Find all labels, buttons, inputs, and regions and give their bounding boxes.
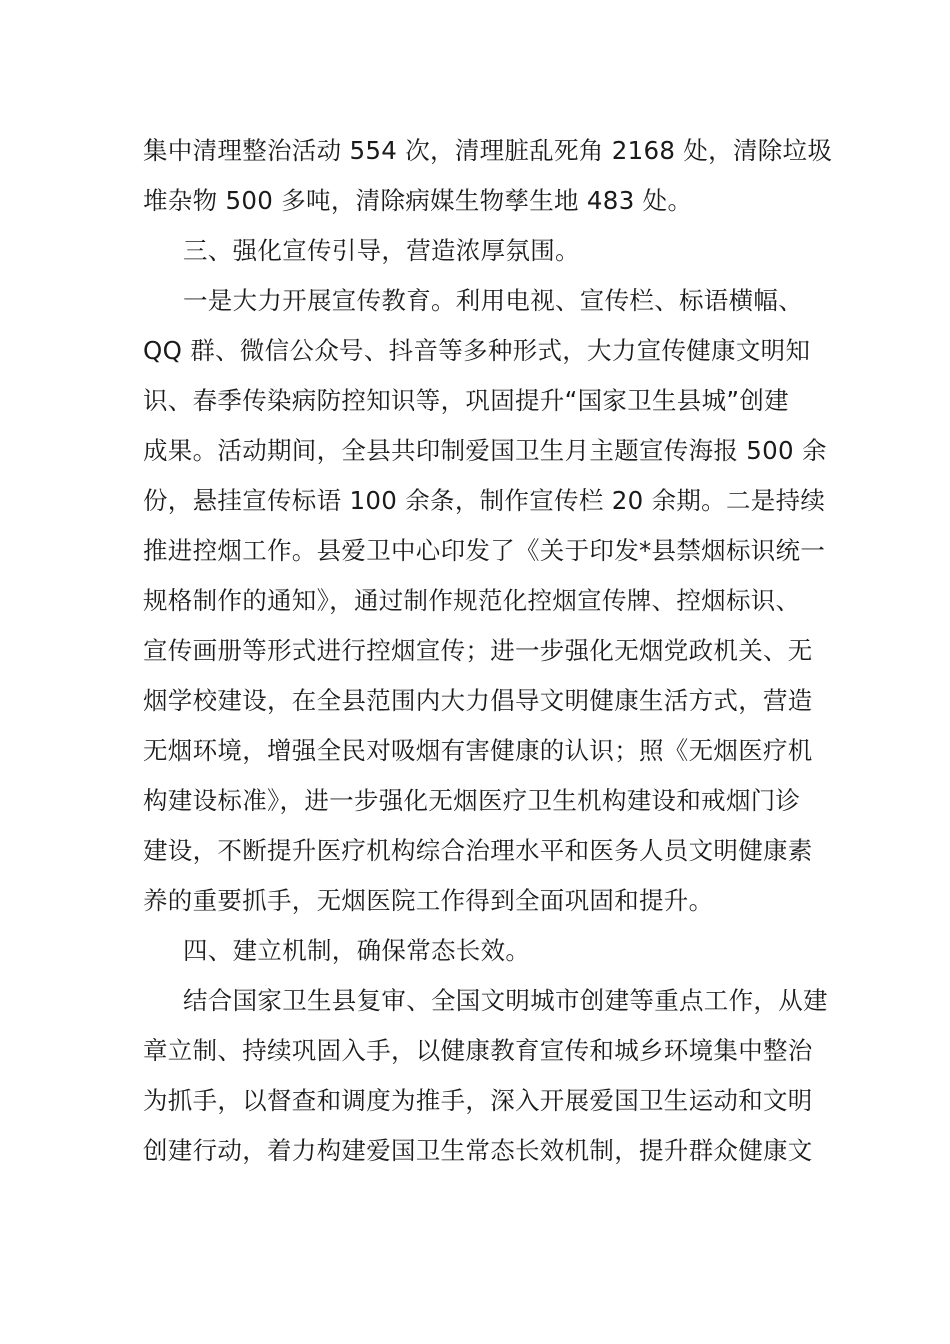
- paragraph-line: 一是大力开展宣传教育。利用电视、宣传栏、标语横幅、: [183, 286, 803, 315]
- paragraph-line: 集中清理整治活动 554 次，清理脏乱死角 2168 处，清除垃圾: [143, 136, 833, 165]
- paragraph-line: 识、春季传染病防控知识等，巩固提升“国家卫生县城”创建: [143, 386, 789, 415]
- paragraph-line: 份，悬挂宣传标语 100 余条，制作宣传栏 20 余期。二是持续: [143, 486, 826, 515]
- paragraph-line: 构建设标准》，进一步强化无烟医疗卫生机构建设和戒烟门诊: [143, 786, 801, 815]
- paragraph-line: 无烟环境，增强全民对吸烟有害健康的认识；照《无烟医疗机: [143, 736, 813, 765]
- paragraph-line: 养的重要抓手，无烟医院工作得到全面巩固和提升。: [143, 886, 714, 915]
- paragraph-line: QQ 群、微信公众号、抖音等多种形式，大力宣传健康文明知: [143, 336, 811, 365]
- paragraph-line: 规格制作的通知》，通过制作规范化控烟宣传牌、控烟标识、: [143, 586, 801, 615]
- paragraph-line: 为抓手，以督查和调度为推手，深入开展爱国卫生运动和文明: [143, 1086, 813, 1115]
- section-heading: 四、建立机制，确保常态长效。: [183, 936, 531, 965]
- section-heading: 三、强化宣传引导，营造浓厚氛围。: [183, 236, 580, 265]
- paragraph-line: 烟学校建设，在全县范围内大力倡导文明健康生活方式，营造: [143, 686, 813, 715]
- paragraph-line: 成果。活动期间，全县共印制爱国卫生月主题宣传海报 500 余: [143, 436, 827, 465]
- paragraph-line: 章立制、持续巩固入手，以健康教育宣传和城乡环境集中整治: [143, 1036, 813, 1065]
- paragraph-line: 建设，不断提升医疗机构综合治理水平和医务人员文明健康素: [143, 836, 813, 865]
- paragraph-line: 创建行动，着力构建爱国卫生常态长效机制，提升群众健康文: [143, 1136, 813, 1165]
- paragraph-line: 宣传画册等形式进行控烟宣传；进一步强化无烟党政机关、无: [143, 636, 813, 665]
- paragraph-line: 结合国家卫生县复审、全国文明城市创建等重点工作，从建: [183, 986, 828, 1015]
- paragraph-line: 推进控烟工作。县爱卫中心印发了《关于印发*县禁烟标识统一: [143, 536, 826, 565]
- paragraph-line: 堆杂物 500 多吨，清除病媒生物孳生地 483 处。: [143, 186, 693, 215]
